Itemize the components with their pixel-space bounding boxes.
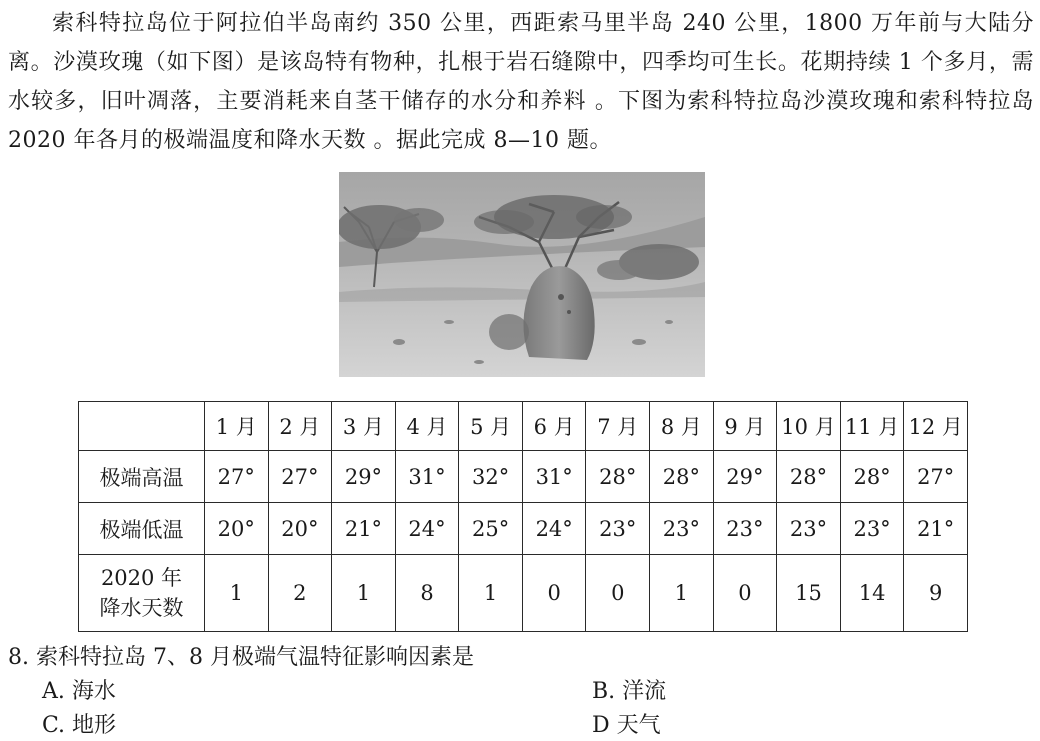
month-header: 1 月 — [205, 402, 269, 451]
month-header: 2 月 — [268, 402, 332, 451]
month-header: 9 月 — [713, 402, 777, 451]
row-label: 极端低温 — [79, 503, 205, 555]
table-cell: 1 — [205, 555, 269, 632]
table-cell: 9 — [904, 555, 968, 632]
table-cell: 20° — [205, 503, 269, 555]
table-cell: 28° — [777, 451, 841, 503]
table-cell: 1 — [650, 555, 714, 632]
desert-rose-photo — [339, 172, 705, 377]
table-row-rain-days — [79, 555, 968, 632]
table-cell: 2 — [268, 555, 332, 632]
table-header-row — [79, 402, 968, 451]
table-cell: 27° — [205, 451, 269, 503]
table-cell: 23° — [713, 503, 777, 555]
table-cell: 28° — [840, 451, 904, 503]
table-cell: 1 — [332, 555, 396, 632]
header-empty-cell — [79, 402, 205, 451]
passage-text: 索科特拉岛位于阿拉伯半岛南约 350 公里，西距索马里半岛 240 公里，1800 万年前与大陆分离。沙漠玫瑰（如下图）是该岛特有物种，扎根于岩石缝隙中，四季均可生长。花期持续 1 个多月，需水较多，旧叶凋落，主要消耗来自茎干储存的水分和养料 。下图为索科特拉岛沙漠玫瑰和索科特拉岛 2020 年各月的极端温度和降水天数 。据此完成 8—10 题。 — [8, 11, 1034, 153]
table-cell: 21° — [332, 503, 396, 555]
table-cell: 1 — [459, 555, 523, 632]
month-header: 10 月 — [777, 402, 841, 451]
month-header: 4 月 — [395, 402, 459, 451]
table-row-min-temp — [79, 503, 968, 555]
table-cell: 32° — [459, 451, 523, 503]
table-cell: 28° — [586, 451, 650, 503]
table-cell: 23° — [840, 503, 904, 555]
month-header: 5 月 — [459, 402, 523, 451]
question-stem: 8. 索科特拉岛 7、8 月极端气温特征影响因素是 — [8, 645, 474, 670]
table-row-max-temp — [79, 451, 968, 503]
climate-table — [78, 401, 968, 632]
table-cell: 23° — [650, 503, 714, 555]
table-cell: 23° — [777, 503, 841, 555]
month-header: 12 月 — [904, 402, 968, 451]
option-a[interactable]: A. 海水 — [42, 679, 116, 704]
table-cell: 14 — [840, 555, 904, 632]
row-label-line2: 降水天数 — [99, 596, 184, 620]
table-cell: 28° — [650, 451, 714, 503]
table-cell: 25° — [459, 503, 523, 555]
table-cell: 23° — [586, 503, 650, 555]
row-label: 极端高温 — [79, 451, 205, 503]
table-cell: 24° — [522, 503, 586, 555]
month-header: 7 月 — [586, 402, 650, 451]
table-cell: 27° — [904, 451, 968, 503]
option-b[interactable]: B. 洋流 — [592, 679, 667, 704]
table-cell: 0 — [522, 555, 586, 632]
table-cell: 0 — [586, 555, 650, 632]
month-header: 6 月 — [522, 402, 586, 451]
table-cell: 8 — [395, 555, 459, 632]
option-d[interactable]: D 天气 — [592, 713, 661, 738]
table-cell: 20° — [268, 503, 332, 555]
row-label-line1: 2020 年 — [100, 566, 183, 590]
table-cell: 31° — [522, 451, 586, 503]
table-cell: 24° — [395, 503, 459, 555]
table-cell: 21° — [904, 503, 968, 555]
month-header: 11 月 — [840, 402, 904, 451]
passage — [8, 4, 1034, 160]
table-cell: 0 — [713, 555, 777, 632]
option-c[interactable]: C. 地形 — [42, 713, 117, 738]
table-cell: 29° — [332, 451, 396, 503]
table-cell: 29° — [713, 451, 777, 503]
row-label — [79, 555, 205, 632]
month-header: 8 月 — [650, 402, 714, 451]
table-cell: 31° — [395, 451, 459, 503]
table-cell: 27° — [268, 451, 332, 503]
month-header: 3 月 — [332, 402, 396, 451]
table-cell: 15 — [777, 555, 841, 632]
